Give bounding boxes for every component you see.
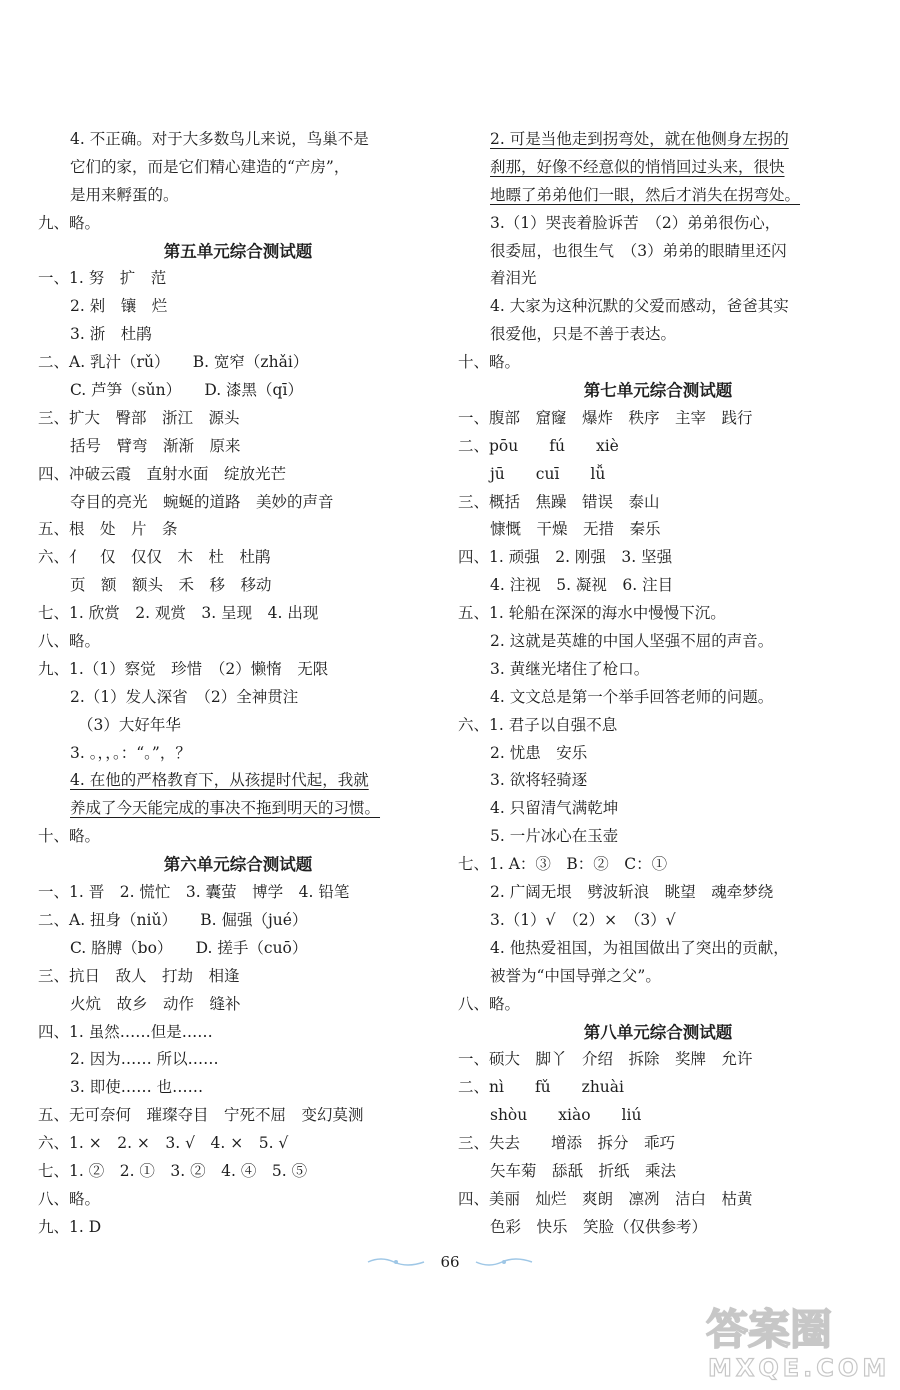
underlined-text: 2. 可是当他走到拐弯处，就在他侧身左拐的 bbox=[490, 130, 789, 148]
answer-line bbox=[38, 767, 438, 795]
answer-line: 一、1. 晋 2. 慌忙 3. 囊萤 博学 4. 铅笔 bbox=[38, 883, 350, 902]
answer-line: 4. 他热爱祖国，为祖国做出了突出的贡献， bbox=[490, 938, 789, 957]
answer-line: 七、1. A：③ B：② C：① bbox=[458, 855, 668, 874]
answer-line: 着泪光 bbox=[490, 269, 537, 288]
answer-line: 4. 注视 5. 凝视 6. 注目 bbox=[490, 576, 674, 595]
answer-line: 三、失去 增添 拆分 乖巧 bbox=[458, 1134, 676, 1153]
answer-line: 2. 剁 镶 烂 bbox=[70, 297, 168, 316]
page-number: 66 bbox=[440, 1253, 460, 1271]
right-column bbox=[458, 126, 858, 1242]
answer-line bbox=[38, 795, 438, 823]
answer-line: 五、1. 轮船在深深的海水中慢慢下沉。 bbox=[458, 604, 726, 623]
answer-line: 3. 浙 杜鹃 bbox=[70, 325, 152, 344]
section-title: 第七单元综合测试题 bbox=[583, 381, 733, 401]
answer-line: 九、1. D bbox=[38, 1217, 102, 1236]
section-title: 第六单元综合测试题 bbox=[163, 855, 313, 875]
answer-line: 3.（1）哭丧着脸诉苦 （2）弟弟很伤心， bbox=[490, 213, 781, 232]
answer-line: 3. 即使…… 也…… bbox=[70, 1078, 204, 1097]
answer-line: 4. 不正确。对于大多数鸟儿来说，鸟巢不是 bbox=[70, 130, 369, 148]
answer-line: 页 额 额头 禾 移 移动 bbox=[70, 576, 272, 595]
answer-line bbox=[458, 126, 858, 154]
section-title: 第五单元综合测试题 bbox=[163, 241, 313, 261]
underlined-text: 4. 在他的严格教育下，从孩提时代起，我就 bbox=[70, 771, 369, 790]
answer-line: 2. 忧患 安乐 bbox=[490, 743, 588, 762]
answer-line: 一、1. 努 扩 范 bbox=[38, 269, 167, 288]
answer-line: 3. 黄继光堵住了枪口。 bbox=[490, 659, 650, 678]
answer-line: 它们的家，而是它们精心建造的“产房”， bbox=[70, 157, 350, 176]
answer-line: 四、1. 顽强 2. 刚强 3. 坚强 bbox=[458, 548, 673, 567]
answer-line bbox=[458, 182, 858, 210]
watermark-logo bbox=[700, 1300, 890, 1382]
section-title: 第八单元综合测试题 bbox=[583, 1022, 733, 1042]
answer-line: 三、扩大 臀部 浙江 源头 bbox=[38, 408, 240, 427]
answer-line: 被誉为“中国导弹之父”。 bbox=[490, 966, 661, 985]
answer-line: 火炕 故乡 动作 缝补 bbox=[70, 994, 241, 1013]
answer-line: 3.（1）√ （2）× （3）√ bbox=[490, 910, 676, 929]
answer-line: jū cuī lǚ bbox=[490, 464, 606, 483]
answer-line: 四、美丽 灿烂 爽朗 凛冽 洁白 枯黄 bbox=[458, 1189, 753, 1208]
underlined-text: 养成了今天能完成的事决不拖到明天的习惯。 bbox=[70, 799, 381, 818]
answer-line: 八、略。 bbox=[38, 632, 101, 651]
answer-line: 二、A. 乳汁（rǔ） B. 宽窄（zhǎi） bbox=[38, 353, 309, 372]
answer-line: 四、1. 虽然……但是…… bbox=[38, 1022, 213, 1041]
answer-line: 七、1. 欣赏 2. 观赏 3. 呈现 4. 出现 bbox=[38, 604, 319, 623]
answer-line: 十、略。 bbox=[38, 827, 101, 846]
answer-line: 十、略。 bbox=[458, 353, 521, 372]
answer-line: （3）大好年华 bbox=[78, 715, 181, 734]
answer-line: 很爱他，只是不善于表达。 bbox=[490, 325, 677, 344]
answer-line: 夺目的亮光 蜿蜒的道路 美妙的声音 bbox=[70, 492, 334, 511]
answer-line: 4. 大家为这种沉默的父爱而感动，爸爸其实 bbox=[490, 297, 789, 316]
answer-line: 七、1. ② 2. ① 3. ② 4. ④ 5. ⑤ bbox=[38, 1161, 308, 1180]
answer-line: 2. 因为…… 所以…… bbox=[70, 1050, 219, 1069]
answer-line: 2. 广阔无垠 劈波斩浪 眺望 魂牵梦绕 bbox=[490, 883, 774, 902]
answer-line: 一、硕大 脚丫 介绍 拆除 奖牌 允许 bbox=[458, 1050, 753, 1069]
answer-line: 二、pōu fú xiè bbox=[458, 436, 619, 455]
answer-line: 八、略。 bbox=[458, 994, 521, 1013]
answer-line: 是用来孵蛋的。 bbox=[70, 185, 179, 204]
answer-line: 很委屈，也很生气 （3）弟弟的眼睛里还闪 bbox=[490, 241, 787, 260]
answer-line: 3. 。，，。：“。”，？ bbox=[70, 743, 191, 762]
answer-line: 五、无可奈何 璀璨夺目 宁死不屈 变幻莫测 bbox=[38, 1106, 364, 1125]
answer-line: 四、冲破云霞 直射水面 绽放光芒 bbox=[38, 464, 287, 483]
answer-line: C. 胳膊（bo） D. 搓手（cuō） bbox=[70, 938, 308, 957]
answer-line: 三、概括 焦躁 错误 泰山 bbox=[458, 492, 660, 511]
answer-line: 矢车菊 舔舐 折纸 乘法 bbox=[490, 1161, 677, 1180]
answer-line: 4. 文文总是第一个举手回答老师的问题。 bbox=[490, 687, 774, 706]
underlined-text: 刹那，好像不经意似的悄悄回过头来，很快 bbox=[490, 157, 785, 176]
answer-line: 九、1.（1）察觉 珍惜 （2）懒惰 无限 bbox=[38, 659, 329, 678]
answer-line: 2.（1）发人深省 （2）全神贯注 bbox=[70, 687, 299, 706]
answer-line: 二、nì fǔ zhuài bbox=[458, 1078, 624, 1097]
svg-text:MXQE.COM: MXQE.COM bbox=[708, 1354, 890, 1382]
answer-line: 5. 一片冰心在玉壶 bbox=[490, 827, 619, 846]
right-ornament-icon bbox=[474, 1256, 534, 1268]
left-column bbox=[38, 126, 438, 1242]
answer-line: 3. 欲将轻骑逐 bbox=[490, 771, 588, 790]
answer-line: 4. 只留清气满乾坤 bbox=[490, 799, 619, 818]
answer-line: 括号 臂弯 渐渐 原来 bbox=[70, 436, 241, 455]
answer-line: 慷慨 干燥 无措 秦乐 bbox=[490, 520, 661, 539]
answer-line: 六、1. × 2. × 3. √ 4. × 5. √ bbox=[38, 1134, 289, 1153]
answer-line: 六、1. 君子以自强不息 bbox=[458, 715, 618, 734]
underlined-text: 地瞟了弟弟他们一眼，然后才消失在拐弯处。 bbox=[490, 185, 801, 204]
answer-line: 一、腹部 窟窿 爆炸 秩序 主宰 践行 bbox=[458, 408, 753, 427]
answer-line: 2. 这就是英雄的中国人坚强不屈的声音。 bbox=[490, 632, 774, 651]
answer-line bbox=[458, 154, 858, 182]
answer-line: 五、根 处 片 条 bbox=[38, 520, 178, 539]
answer-line: 二、A. 扭身（niǔ） B. 倔强（jué） bbox=[38, 910, 308, 929]
answer-line: 六、亻 仅 仅仅 木 杜 杜鹃 bbox=[38, 548, 271, 567]
answer-line: 三、抗日 敌人 打劫 相逢 bbox=[38, 966, 240, 985]
page-footer bbox=[330, 1250, 570, 1274]
answer-line: C. 芦笋（sǔn） D. 漆黑（qī） bbox=[70, 381, 303, 400]
svg-text:答案圈: 答案圈 bbox=[706, 1305, 833, 1354]
answer-line: 色彩 快乐 笑脸（仅供参考） bbox=[490, 1217, 708, 1236]
answer-line: 八、略。 bbox=[38, 1189, 101, 1208]
left-ornament-icon bbox=[366, 1256, 426, 1268]
answer-line: shòu xiào liú bbox=[490, 1106, 642, 1125]
answer-line: 九、略。 bbox=[38, 213, 101, 232]
